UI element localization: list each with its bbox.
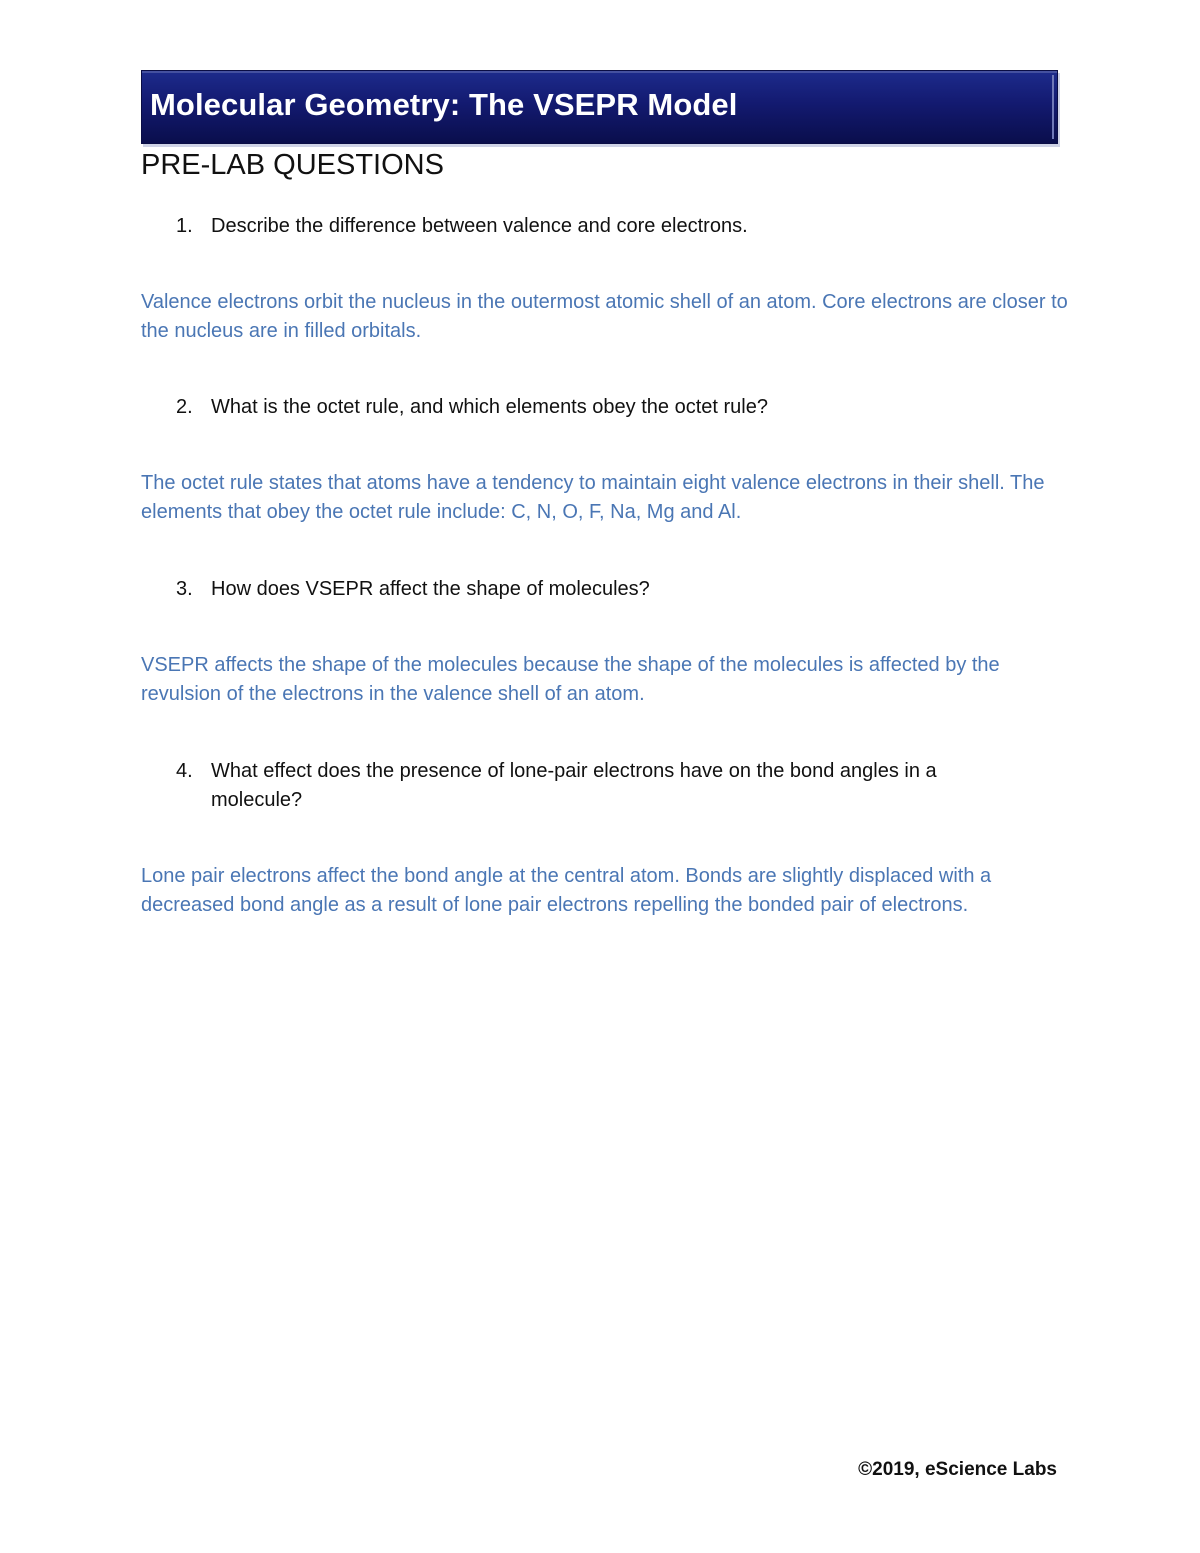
question-number: 4.: [176, 760, 193, 782]
question-text: What is the octet rule, and which elements obey the octet rule?: [211, 396, 768, 418]
section-heading: PRE-LAB QUESTIONS: [141, 149, 444, 181]
answer-4: Lone pair electrons affect the bond angle at the central atom. Bonds are slightly displaced with a decreased bond angle as a result of lone pair electrons repelling the bonded pair of electrons.: [141, 865, 992, 916]
question-text: Describe the difference between valence and core electrons.: [211, 215, 748, 237]
question-3: [176, 575, 1026, 604]
question-number: 2.: [176, 396, 193, 418]
answer-2: The octet rule states that atoms have a tendency to maintain eight valence electrons in their shell. The elements that obey the octet rule include: C, N, O, F, Na, Mg and Al.: [141, 472, 1045, 523]
question-text: What effect does the presence of lone-pair electrons have on the bond angles in a molecule?: [211, 760, 937, 811]
answer-1: Valence electrons orbit the nucleus in the outermost atomic shell of an atom. Core electrons are closer to the nucleus are in filled orbitals.: [141, 291, 1068, 342]
question-4: [176, 757, 996, 815]
copyright-footer: ©2019, eScience Labs: [858, 1459, 1057, 1480]
title-banner: [141, 70, 1058, 144]
question-2: [176, 393, 1026, 422]
question-number: 1.: [176, 215, 193, 237]
answer-3: VSEPR affects the shape of the molecules because the shape of the molecules is affected by the revulsion of the electrons in the valence shell of an atom.: [141, 654, 1000, 705]
question-text: How does VSEPR affect the shape of molecules?: [211, 578, 650, 600]
document-title: Molecular Geometry: The VSEPR Model: [150, 87, 738, 122]
question-number: 3.: [176, 578, 193, 600]
question-1: [176, 212, 1026, 241]
